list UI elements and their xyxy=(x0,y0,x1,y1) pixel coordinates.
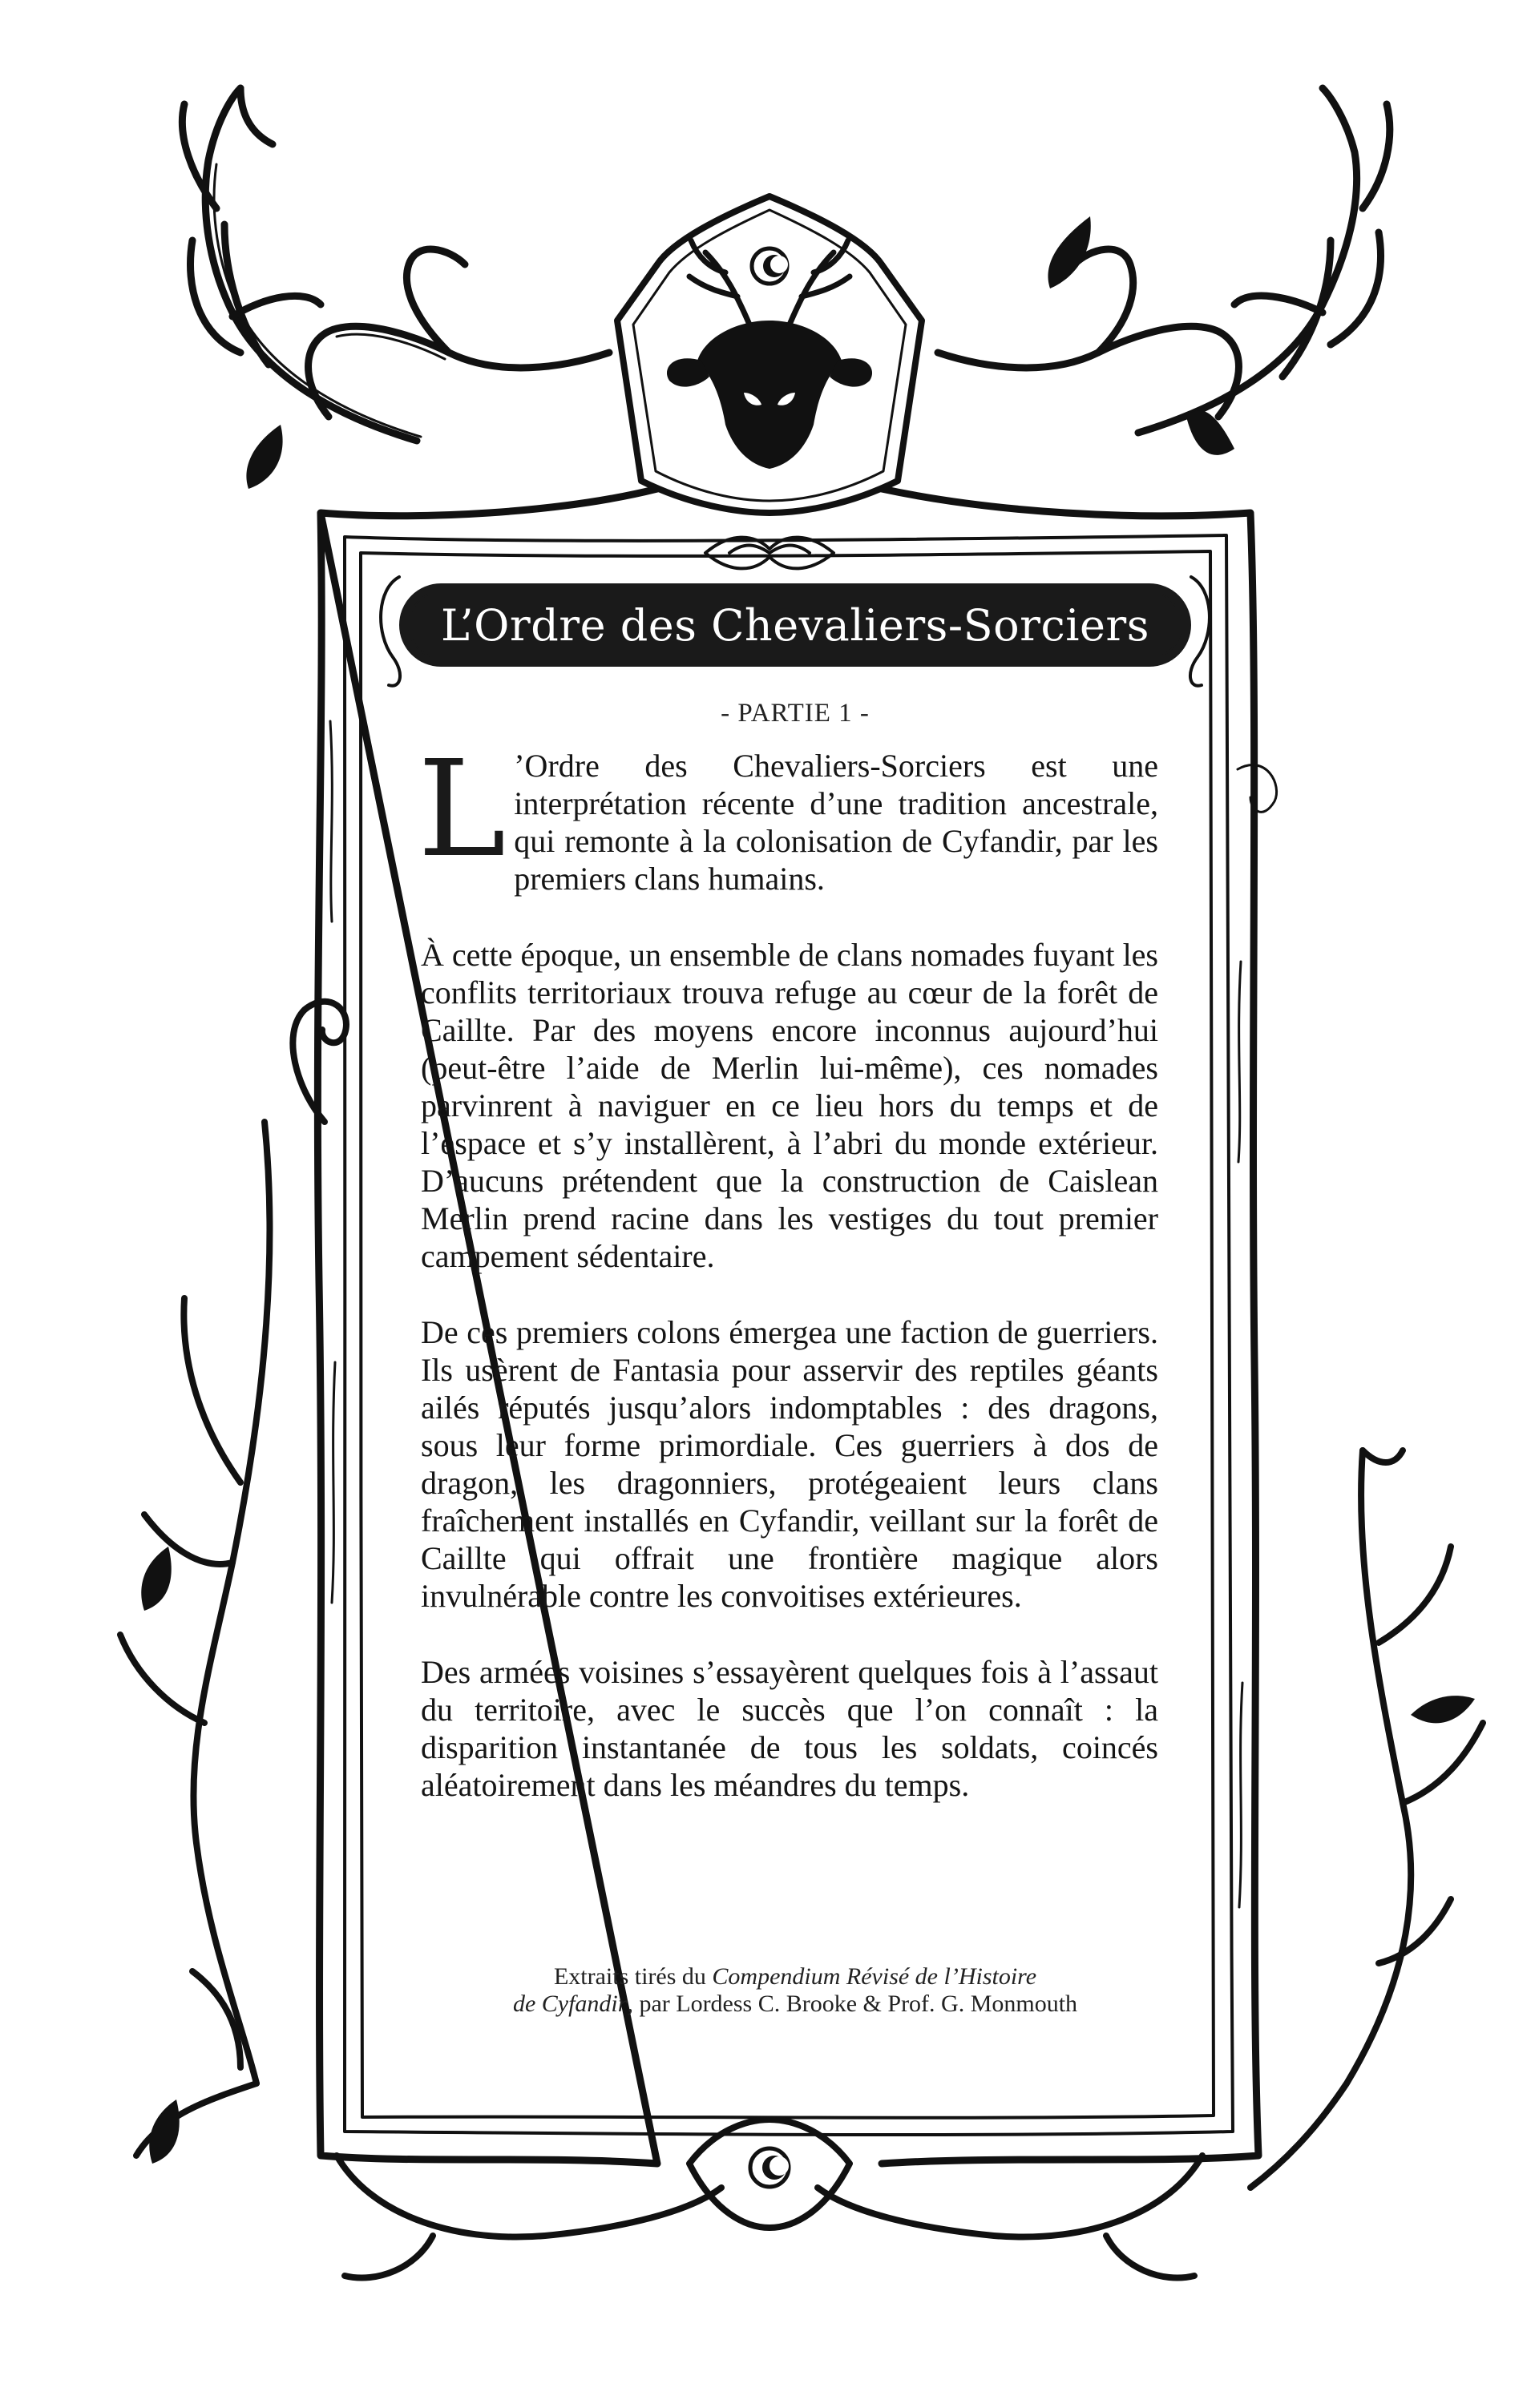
credit-book-title-line1: Compendium Révisé de l’Histoire xyxy=(712,1963,1037,1990)
credit-prefix: Extraits tirés du xyxy=(553,1963,713,1990)
page-title: L’Ordre des Chevaliers-Sorciers xyxy=(441,599,1149,651)
paragraph-3: De ces premiers colons émergea une faction de guerriers. Ils usèrent de Fantasia pour asservir des reptiles géants ailés réputés jusqu’alors indomptables : des dragons, sous leur forme primordiale. Ces guerriers à dos de dragon, les dragonniers, protégeaient leurs clans fraîchement installés en Cyfandir, veillant sur la forêt de Caillte qui offrait une frontière magique alors invulnérable contre les convoitises extérieures. xyxy=(421,1314,1158,1614)
knot-ornament-icon xyxy=(705,538,834,569)
source-credit xyxy=(449,1963,1141,2018)
antler-branch-icon xyxy=(938,88,1390,433)
antler-branch-icon xyxy=(1250,1450,1483,2188)
paragraph-4: Des armées voisines s’essayèrent quelques fois à l’assaut du territoire, avec le succès que l’on connaît : la disparition instantanée de tous les soldats, coincés aléatoirement dans les méandres du temps. xyxy=(421,1654,1158,1803)
antler-branch-icon xyxy=(182,88,609,441)
drop-cap: L xyxy=(418,732,507,887)
antler-branch-icon xyxy=(337,2120,1202,2278)
credit-authors: , par Lordess C. Brooke & Prof. G. Monmouth xyxy=(627,1991,1078,2017)
article-body xyxy=(418,732,1158,1842)
antler-branch-icon xyxy=(120,1122,269,2156)
paragraph-2: À cette époque, un ensemble de clans nomades fuyant les conflits territoriaux trouva refuge au cœur de la forêt de Caillte. Par des moyens encore inconnus aujourd’hui (peut-être l’aide de Merlin lui-même), ces nomades parvinrent à naviguer en ce lieu hors du temps et de l’espace et s’y installèrent, à l’abri du monde extérieur. D’aucuns prétendent que la construction de Caislean Merlin prend racine dans les vestiges du tout premier campement sédentaire. xyxy=(421,937,1158,1274)
part-label: - PARTIE 1 - xyxy=(721,699,870,728)
credit-book-title-line2: de Cyfandir xyxy=(512,1991,628,2017)
stag-head-icon xyxy=(667,321,872,469)
paragraph-1 xyxy=(418,732,1158,897)
paragraph-1-text: ’Ordre des Chevaliers-Sorciers est une interprétation récente d’une tradition ancestrale, qui remonte à la colonisation de Cyfandir, par les premiers clans humains. xyxy=(514,748,1158,897)
